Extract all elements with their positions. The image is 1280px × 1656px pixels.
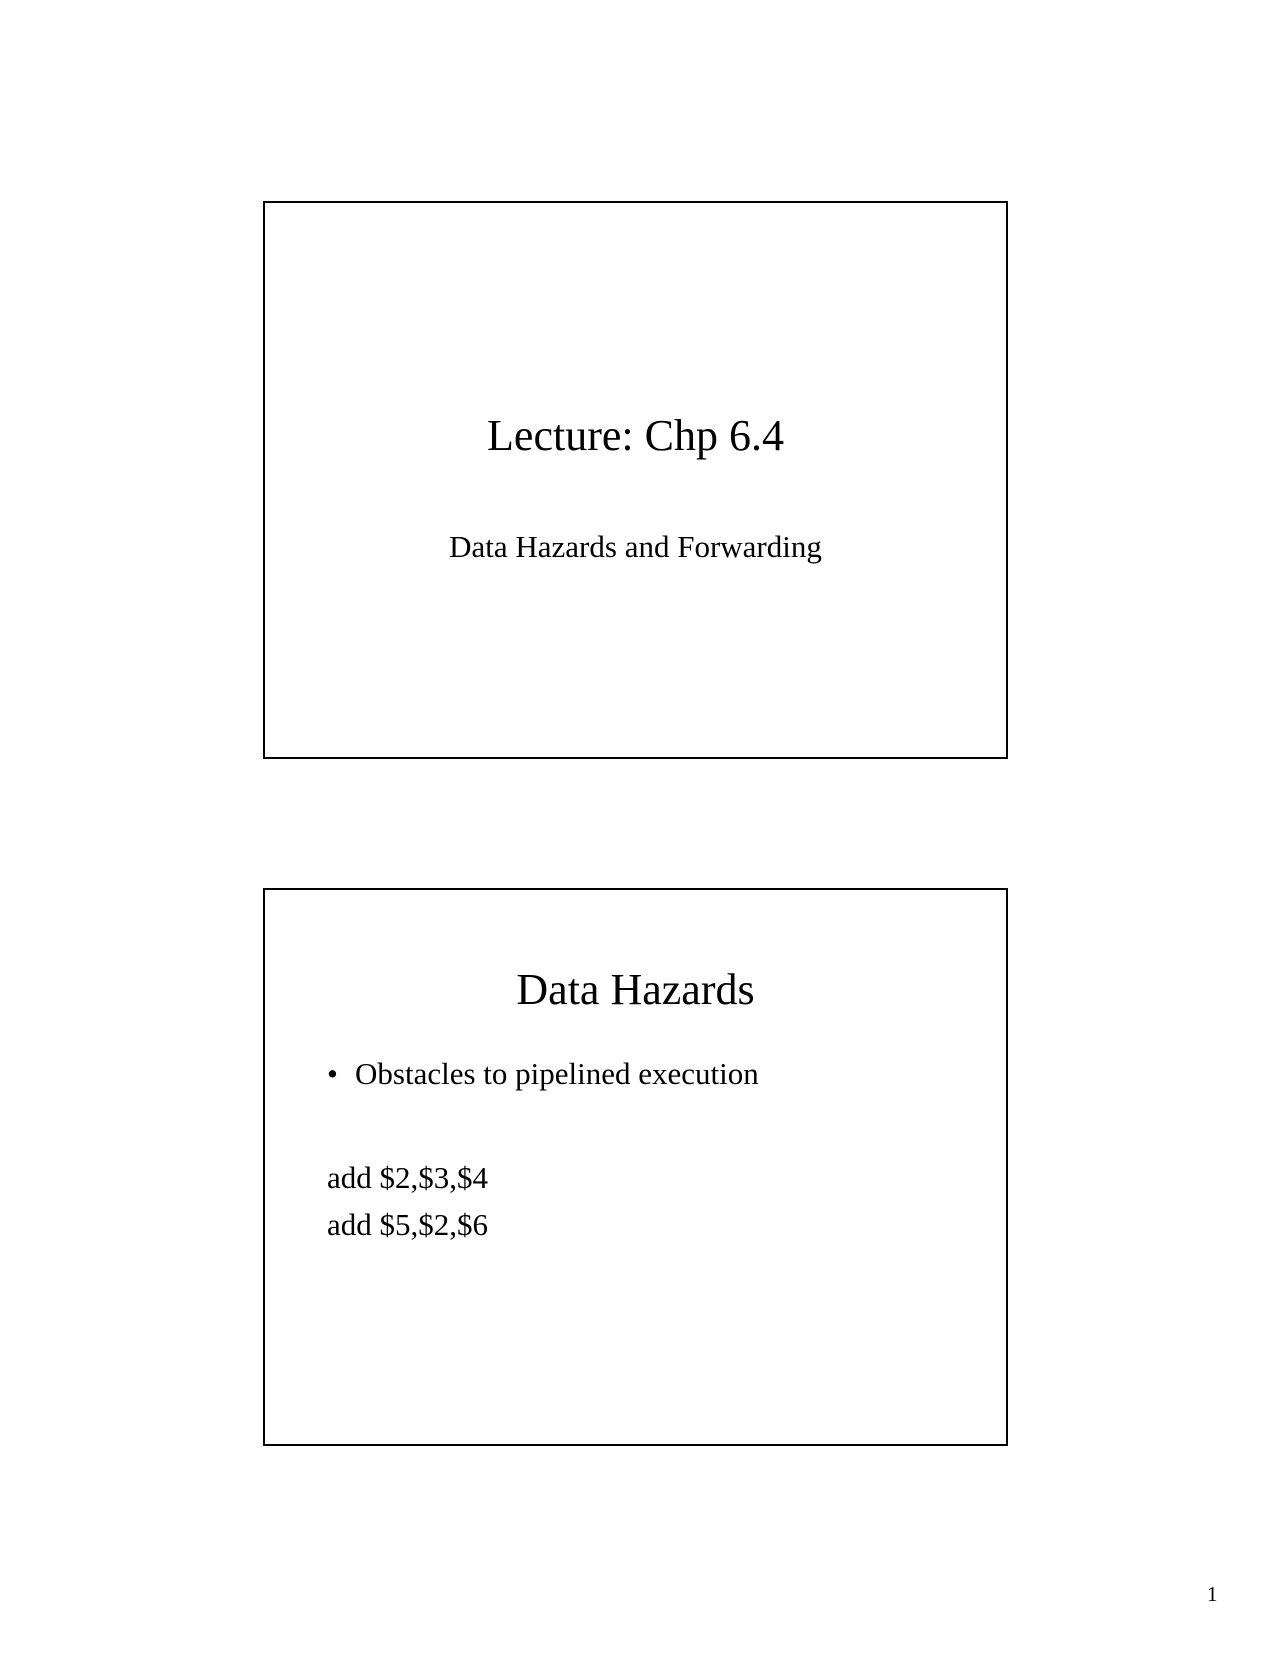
slide-2	[263, 888, 1008, 1446]
code-line: add $5,$2,$6	[327, 1207, 489, 1242]
code-block	[327, 1154, 488, 1248]
slide-1-subtitle: Data Hazards and Forwarding	[449, 529, 822, 564]
page-number: 1	[1207, 1582, 1218, 1606]
bullet-icon: •	[327, 1056, 338, 1091]
bullet-item	[327, 1058, 759, 1089]
slide-2-title: Data Hazards	[516, 965, 755, 1014]
bullet-text: Obstacles to pipelined execution	[355, 1056, 759, 1091]
slide-1-title: Lecture: Chp 6.4	[487, 411, 784, 460]
slide-1	[263, 201, 1008, 759]
code-line: add $2,$3,$4	[327, 1160, 489, 1195]
